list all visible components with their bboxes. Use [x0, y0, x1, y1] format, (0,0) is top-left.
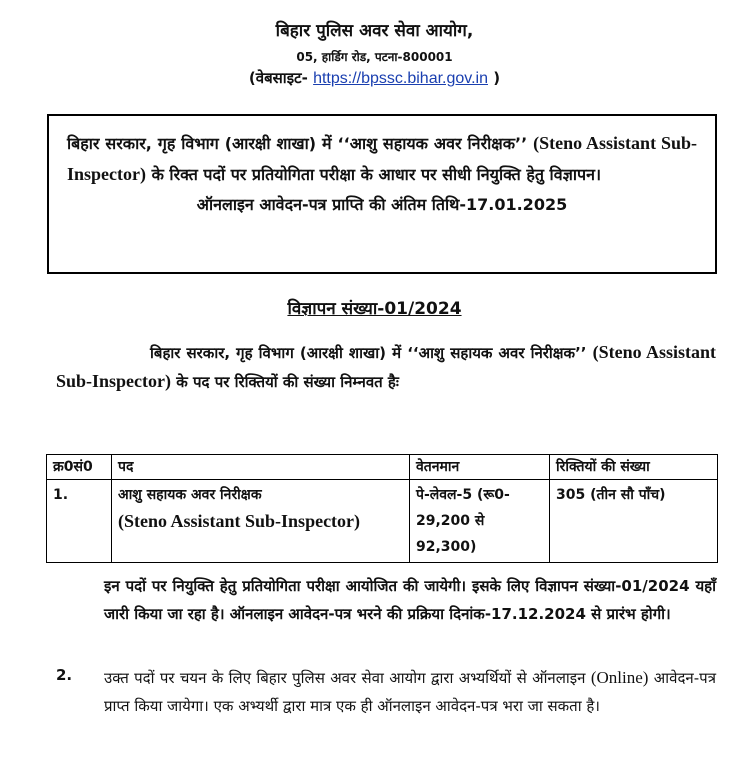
cell-pay: पे-लेवल-5 (रू0-29,200 से 92,300) [410, 480, 550, 563]
cell-post-hindi: आशु सहायक अवर निरीक्षक [118, 487, 262, 503]
notice-line-a: बिहार सरकार, गृह विभाग (आरक्षी शाखा) में ‘‘आशु सहायक अवर निरीक्षक’’ [67, 134, 528, 153]
website-line [0, 68, 749, 88]
advertisement-number-text: विज्ञापन संख्या-01/2024 [287, 299, 462, 319]
advertisement-number [0, 296, 749, 319]
website-link[interactable]: https://bpssc.bihar.gov.in [313, 70, 488, 87]
cell-vacancies: 305 (तीन सौ पाँच) [550, 480, 718, 563]
cell-post [112, 480, 410, 563]
notice-line-b: के रिक्त पदों पर प्रतियोगिता परीक्षा के आधार पर सीधी नियुक्ति हेतु विज्ञापन। [151, 165, 602, 184]
point-2-text-a: उक्त पदों पर चयन के लिए बिहार पुलिस अवर सेवा आयोग द्वारा अभ्यर्थियों से ऑनलाइन [104, 669, 586, 687]
intro-paragraph [56, 338, 716, 396]
table-header-row [47, 455, 718, 480]
deadline-line: ऑनलाइन आवेदन-पत्र प्राप्ति की अंतिम तिथि-17.01.2025 [196, 195, 568, 214]
website-close: ) [493, 69, 501, 87]
notice-text [67, 128, 697, 190]
org-address: 05, हार्डिग रोड, पटना-800001 [296, 50, 453, 64]
header-post: पद [112, 455, 410, 480]
header-sno: क्र0सं0 [47, 455, 112, 480]
org-name: बिहार पुलिस अवर सेवा आयोग, [275, 21, 474, 41]
vacancy-table [46, 454, 718, 563]
cell-post-english: (Steno Assistant Sub-Inspector) [118, 511, 361, 531]
notice-line-en: (Steno Assistant Sub-Inspector) [67, 133, 697, 184]
exam-paragraph: इन पदों पर नियुक्ति हेतु प्रतियोगिता परीक्षा आयोजित की जायेगी। इसके लिए विज्ञापन संख्या-01/2024 यहाँ जारी किया जा रहा है। ऑनलाइन आवेदन-पत्र भरने की प्रक्रिया दिनांक-17.12.2024 से प्रारंभ होगी। [104, 577, 716, 623]
intro-text-en: (Steno Assistant Sub-Inspector) [56, 342, 716, 391]
point-2-text-en: (Online) [590, 668, 649, 687]
header-vacancies: रिक्तियों की संख्या [550, 455, 718, 480]
point-2-paragraph [104, 664, 716, 720]
header-pay: वेतनमान [410, 455, 550, 480]
notice-box [47, 114, 717, 274]
intro-text-b: के पद पर रिक्तियों की संख्या निम्नवत हैः [176, 373, 399, 391]
cell-sno: 1. [47, 480, 112, 563]
point-2-text-b: आवेदन-पत्र प्राप्त किया जायेगा। एक अभ्यर्थी द्वारा मात्र एक ही ऑनलाइन आवेदन-पत्र भरा जा सकता है। [104, 669, 716, 715]
table-row [47, 480, 718, 563]
intro-text-a: बिहार सरकार, गृह विभाग (आरक्षी शाखा) में ‘‘आशु सहायक अवर निरीक्षक’’ [150, 344, 587, 362]
website-label: (वेबसाइट- [248, 69, 308, 87]
point-2-number: 2. [56, 666, 73, 684]
